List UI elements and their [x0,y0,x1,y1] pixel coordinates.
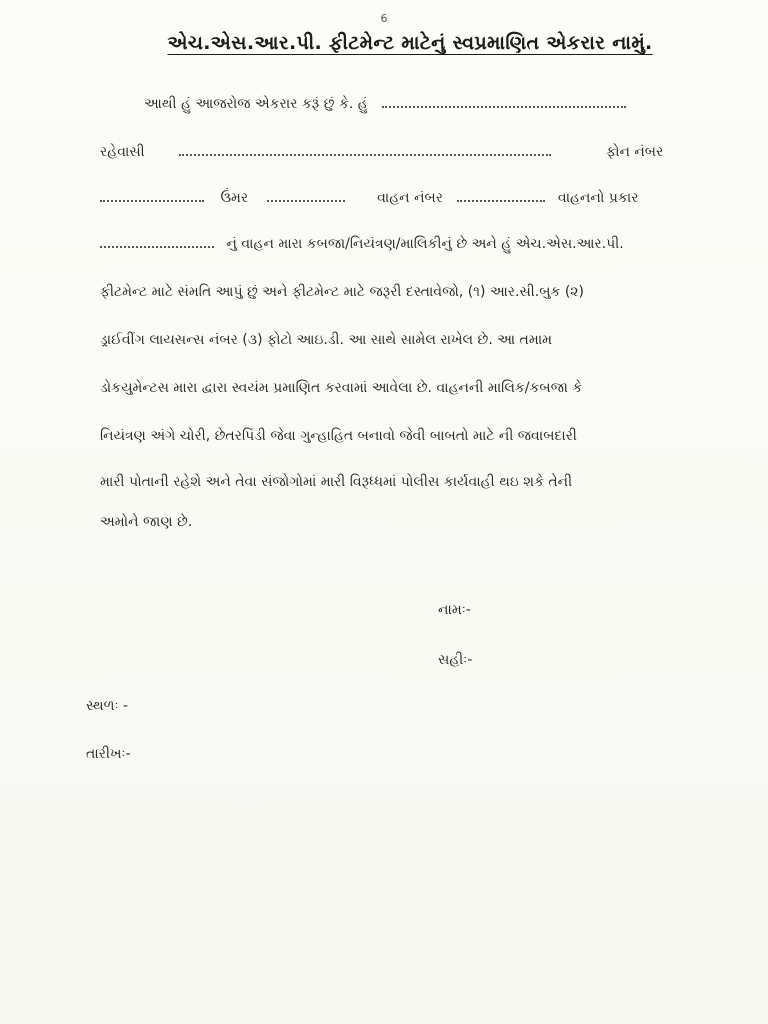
date-label: તારીખઃ- [86,746,131,762]
phone-number-blank[interactable] [100,190,204,202]
vehicle-number-blank[interactable] [457,190,545,202]
page-number: 6 [380,12,388,25]
declaration-line-2 [100,144,706,160]
declaration-line-7: ડોકયુમેન્ટસ મારા દ્વારા સ્વયંમ પ્રમાણિત કરવામાં આવેલા છે. વાહનની માલિક/કબજા કે [100,380,583,396]
declaration-line-1 [100,96,706,112]
declaration-line-3 [100,190,706,206]
declaration-line-9: મારી પોતાની રહેશે અને તેવા સંજોગોમાં મારી વિરૂધ્ધમાં પોલીસ કાર્યવાહી થઇ શકે તેની [100,474,573,490]
phone-number-label: ફોન નંબર [606,144,664,160]
vehicle-type-blank[interactable] [100,236,214,248]
declaration-line-10: અમોને જાણ છે. [100,514,193,530]
resident-label: રહેવાસી [100,144,145,160]
declaration-line-5: ફીટમેન્ટ માટે સંમતિ આપું છું અને ફીટમેન્ટ માટે જરૂરી દસ્તાવેજો, (૧) આર.સી.બુક (૨) [100,284,584,300]
declaration-line-4 [100,236,706,252]
address-blank[interactable] [179,144,551,156]
declarant-name-blank[interactable] [382,96,626,108]
ownership-text: નું વાહન મારા કબજા/નિયંત્રણ/માલિકીનું છે અને હું એચ.એસ.આર.પી. [226,236,624,252]
vehicle-number-label: વાહન નંબર [377,190,443,206]
declarant-intro-label: આથી હું આજરોજ એકરાર કરૂં છું કે. હું [144,96,368,112]
name-label: નામઃ- [438,602,471,618]
age-blank[interactable] [267,190,345,202]
page-title: એચ.એસ.આર.પી. ફીટમેન્ટ માટેનું સ્વપ્રમાણિત એકરાર નામું. [167,32,653,54]
age-label: ઉંમર [220,190,249,206]
place-label: સ્થળઃ - [86,698,129,714]
declaration-line-8: નિયંત્રણ અંગે ચોરી, છેતરપિંડી જેવા ગુન્હાહિત બનાવો જેવી બાબતો માટે ની જવાબદારી [100,428,577,444]
declaration-line-6: ડ્રાઈવીંગ લાયસન્સ નંબર (૩) ફોટો આઇ.ડી. આ સાથે સામેલ રાખેલ છે. આ તમામ [100,332,553,348]
signature-label: સહીઃ- [438,652,473,668]
vehicle-type-label: વાહનનો પ્રકાર [557,190,639,206]
